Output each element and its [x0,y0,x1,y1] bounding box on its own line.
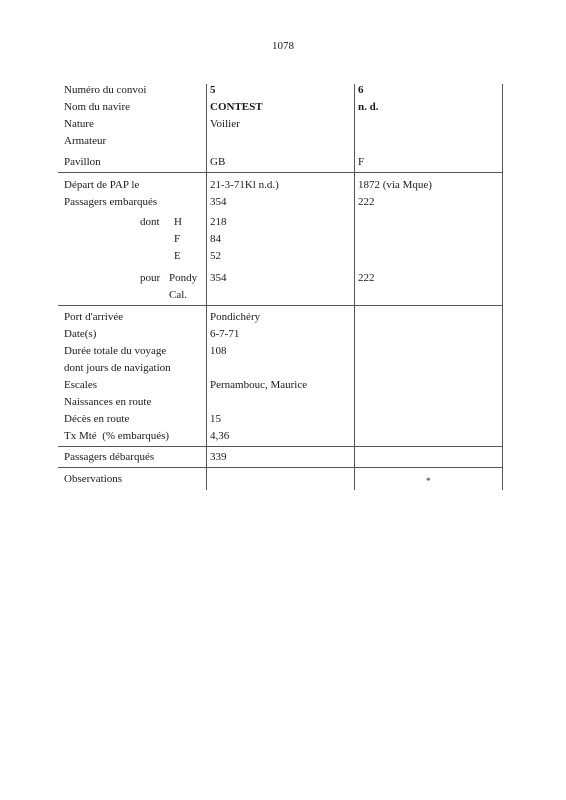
column-divider-3 [502,84,503,490]
col1-departure: 21-3-71Kl n.d.) [210,179,279,191]
label-flag: Pavillon [64,156,101,168]
label-passengers-landed: Passagers débarqués [64,451,155,463]
label-ship-name: Nom du navire [64,101,130,113]
col1-men: 218 [210,216,227,228]
label-total-duration: Durée totale du voyage [64,345,167,357]
label-cal: Cal. [169,289,188,301]
col1-nature: Voilier [210,118,240,130]
label-men: H [174,216,182,228]
label-deaths: Décès en route [64,413,130,425]
section-divider-1 [58,172,502,173]
col1-arrival-port: Pondichéry [210,311,261,323]
col2-observations: * [426,476,431,486]
col1-mortality-rate: 4,36 [210,430,230,442]
label-stops: Escales [64,379,97,391]
col1-deaths: 15 [210,413,221,425]
section-divider-4 [58,467,502,468]
col1-stops: Pernambouc, Maurice [210,379,308,391]
col1-flag: GB [210,156,226,168]
col1-passengers-landed: 339 [210,451,227,463]
col2-flag: F [358,156,365,168]
label-dates: Date(s) [64,328,97,340]
label-births: Naissances en route [64,396,152,408]
column-divider-2 [354,84,355,490]
col1-for-pondy: 354 [210,272,227,284]
col1-total-duration: 108 [210,345,227,357]
col1-children: 52 [210,250,221,262]
label-navigation-days: dont jours de navigation [64,362,171,374]
label-children: E [174,250,181,262]
label-observations: Observations [64,473,123,485]
page-number: 1078 [272,40,294,52]
label-passengers-embarked: Passagers embarqués [64,196,158,208]
section-divider-3 [58,446,502,447]
column-divider-1 [206,84,207,490]
col2-convoy-number: 6 [358,84,364,96]
label-pondy: Pondy [169,272,198,284]
col1-passengers-embarked: 354 [210,196,227,208]
col2-ship-name: n. d. [358,101,379,113]
label-pour: pour [140,272,161,284]
label-nature: Nature [64,118,94,130]
label-convoy-number: Numéro du convoi [64,84,147,96]
label-arrival-port: Port d'arrivée [64,311,124,323]
label-mortality-rate: Tx Mté (% embarqués) [64,430,170,442]
col1-dates: 6-7-71 [210,328,240,340]
col1-ship-name: CONTEST [210,101,263,113]
col1-convoy-number: 5 [210,84,216,96]
col2-departure: 1872 (via Mque) [358,179,432,191]
section-divider-2 [58,305,502,306]
col1-women: 84 [210,233,221,245]
label-dont: dont [140,216,160,228]
label-women: F [174,233,181,245]
label-departure: Départ de PAP le [64,179,140,191]
col2-passengers-embarked: 222 [358,196,375,208]
col2-for-pondy: 222 [358,272,375,284]
label-owner: Armateur [64,135,107,147]
